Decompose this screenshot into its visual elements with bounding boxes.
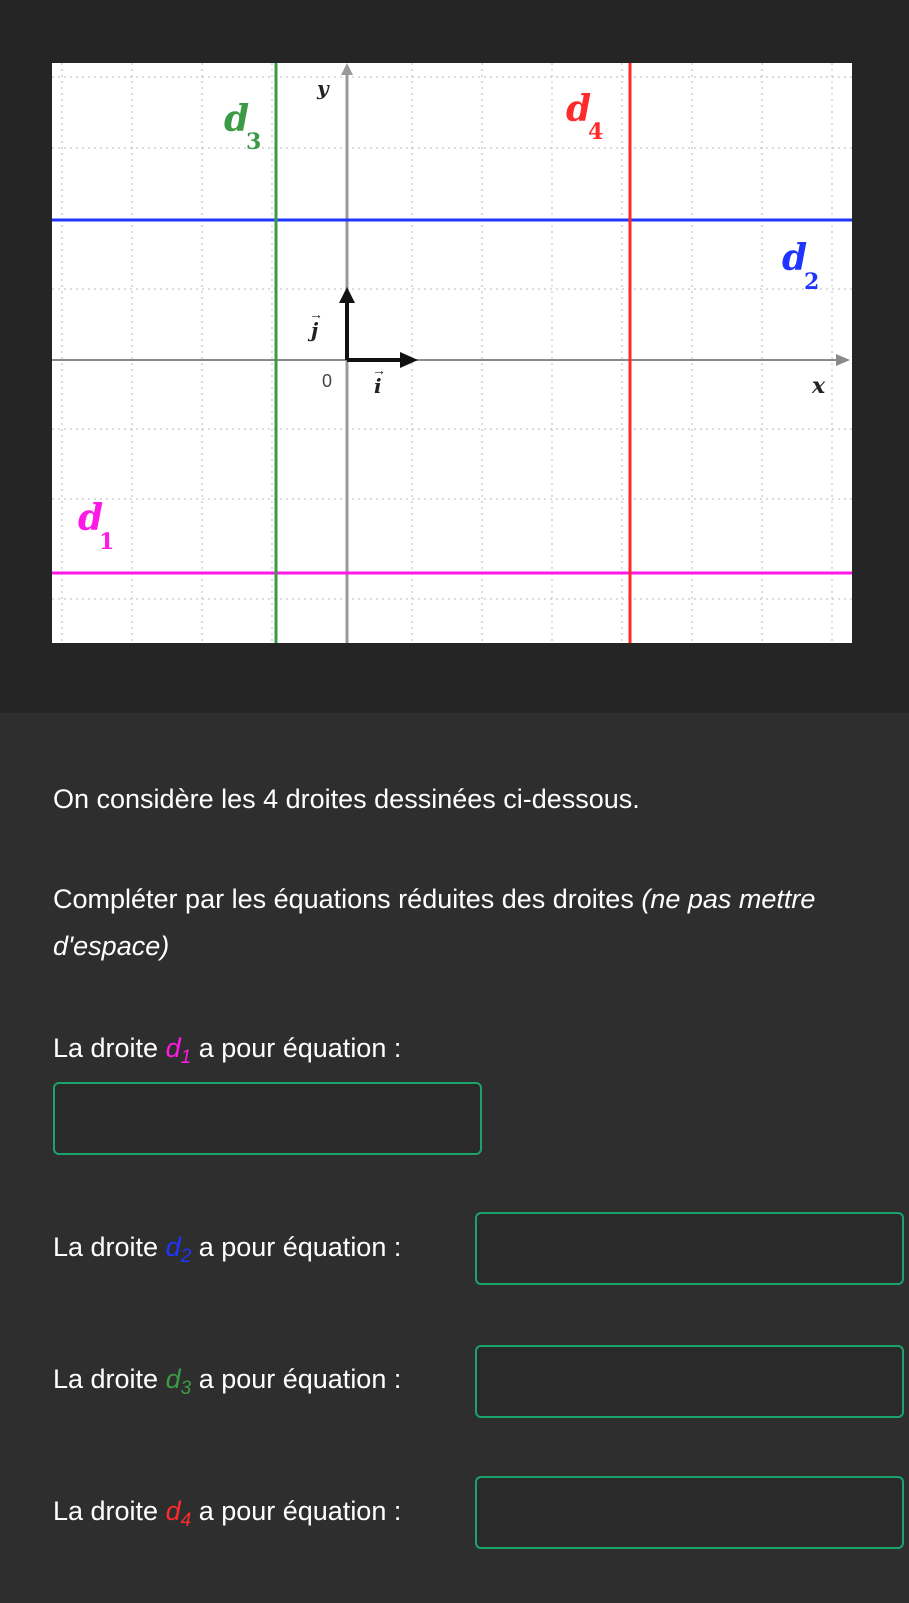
label-j-arrow: → [309,306,323,322]
question-d1-label [53,1033,401,1069]
question-d3-label [53,1364,401,1400]
label-d3-sub: 3 [246,129,262,155]
x-axis-arrow [836,354,850,366]
question-d2-label [53,1232,401,1268]
question-d1-prefix: La droite [53,1033,166,1063]
y-axis-arrow [341,63,353,75]
answer-d4-input[interactable] [475,1476,904,1549]
instruction-note: (ne pas mettre d'espace) [53,884,816,961]
question-d1-var-sub: 1 [180,1047,192,1068]
label-y: y [317,76,329,100]
question-d3-var-letter: d [165,1364,181,1394]
intro-text: On considère les 4 droites dessinées ci-dessous. [53,784,640,814]
question-d3-var-sub: 3 [180,1378,192,1399]
vector-i-arrow [400,352,418,368]
label-d1-sub: 1 [99,529,115,555]
answer-d1-input[interactable] [53,1082,482,1155]
question-d3-var [165,1364,192,1399]
question-d4-suffix: a pour équation : [191,1496,402,1526]
question-d4-prefix: La droite [53,1496,166,1526]
question-d1-var [165,1033,192,1068]
label-d4-sub: 4 [588,119,604,145]
question-d4-var-sub: 4 [180,1510,192,1531]
question-d3-prefix: La droite [53,1364,166,1394]
question-d1-var-letter: d [165,1033,181,1063]
coordinate-graph [52,63,852,643]
question-d2-var-sub: 2 [180,1246,192,1267]
graph-svg [52,63,852,643]
question-d4-var-letter: d [165,1496,181,1526]
question-d4-label [53,1496,401,1532]
label-d2-sub: 2 [804,269,820,295]
question-d2-prefix: La droite [53,1232,166,1262]
instruction-main: Compléter par les équations réduites des droites [53,884,642,914]
label-d2: d [782,237,808,279]
question-d2-suffix: a pour équation : [191,1232,402,1262]
instruction-text [53,876,873,970]
question-d2-var [165,1232,192,1267]
answer-d2-input[interactable] [475,1212,904,1285]
label-d3: d [224,98,250,140]
label-j: j [311,318,319,342]
label-x: x [812,373,826,399]
label-i: i [374,374,382,398]
label-d4: d [566,88,592,130]
label-d1: d [78,497,104,539]
question-d2-var-letter: d [165,1232,181,1262]
answer-d3-input[interactable] [475,1345,904,1418]
label-origin: 0 [322,371,333,391]
question-d4-var [165,1496,192,1531]
label-i-arrow: → [372,362,386,378]
grid [52,63,852,643]
question-d3-suffix: a pour équation : [191,1364,402,1394]
question-d1-suffix: a pour équation : [191,1033,402,1063]
